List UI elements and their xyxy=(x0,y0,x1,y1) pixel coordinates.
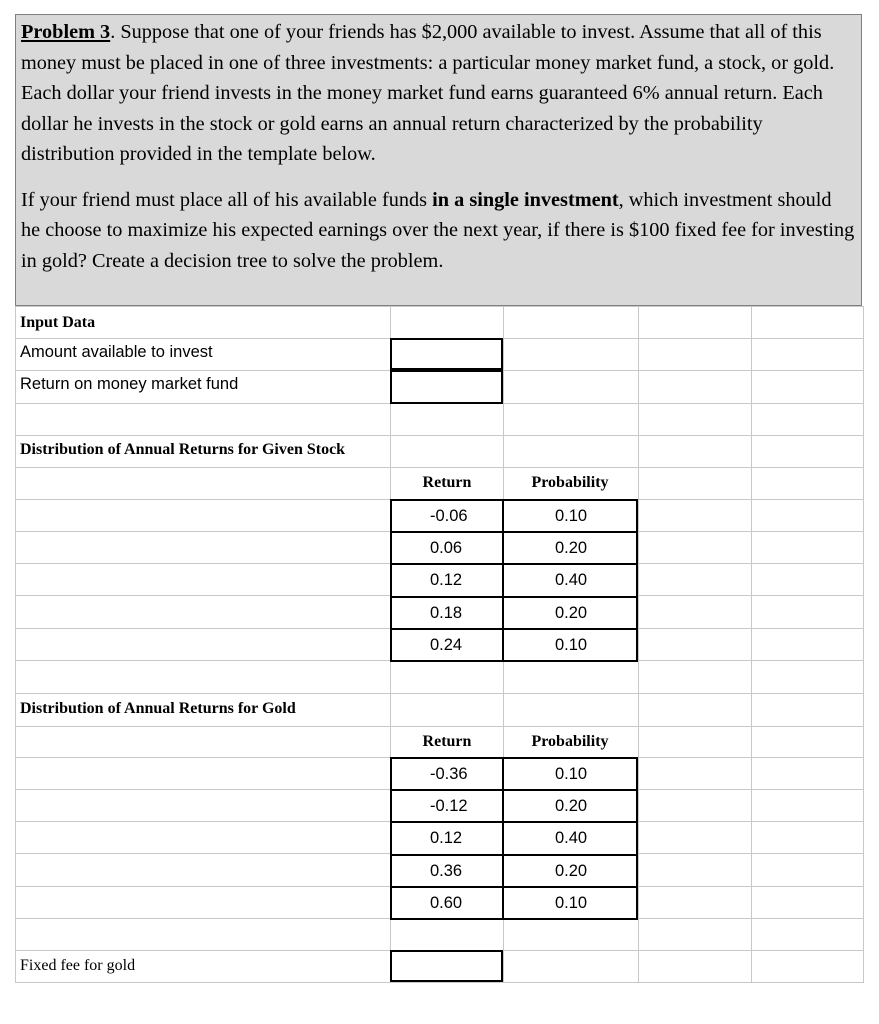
grid-column-line xyxy=(751,306,752,983)
question-bold: in a single investment xyxy=(432,188,619,211)
gold-return-cell[interactable]: 0.36 xyxy=(390,854,504,888)
gold-return-cell[interactable]: -0.36 xyxy=(390,757,504,791)
problem-statement xyxy=(15,14,862,306)
gold-return-cell[interactable]: -0.12 xyxy=(390,789,504,823)
gold-return-cell[interactable]: 0.12 xyxy=(390,821,504,856)
stock-probability-cell[interactable]: 0.20 xyxy=(502,596,638,630)
gold-probability-cell[interactable]: 0.10 xyxy=(502,757,638,791)
grid-column-line xyxy=(863,306,864,983)
grid-column-line xyxy=(638,306,639,983)
grid-column-line xyxy=(15,306,16,983)
amount-input[interactable] xyxy=(390,338,503,370)
money-market-label: Return on money market fund xyxy=(20,375,239,393)
stock-probability-header: Probability xyxy=(531,474,609,491)
problem-intro xyxy=(21,17,855,170)
stock-return-cell[interactable]: 0.18 xyxy=(390,596,504,630)
question-part-1: If your friend must place all of his available funds xyxy=(21,188,433,211)
grid-row-line xyxy=(15,306,863,307)
fee-input[interactable] xyxy=(390,950,503,982)
gold-probability-cell[interactable]: 0.10 xyxy=(502,886,638,920)
gold-probability-cell[interactable]: 0.40 xyxy=(502,821,638,856)
input-data-heading: Input Data xyxy=(20,314,96,331)
grid-row-line xyxy=(15,467,863,468)
gold-probability-cell[interactable]: 0.20 xyxy=(502,789,638,823)
gold-return-cell[interactable]: 0.60 xyxy=(390,886,504,920)
stock-return-cell[interactable]: 0.12 xyxy=(390,563,504,598)
problem-intro-text: . Suppose that one of your friends has $2,000 available to invest. Assume that all of this money must be placed in one of three investments: a particular money market fund, a stock, or gold. Each dollar your friend invests in the money market fund earns guaranteed 6% annual return. Each dollar he invests in the stock or gold earns an annual return characterized by the probability distribution provided in the template below. xyxy=(21,21,835,165)
stock-heading: Distribution of Annual Returns for Given Stock xyxy=(20,441,346,458)
stock-return-cell[interactable]: 0.24 xyxy=(390,628,504,662)
problem-title: Problem 3 xyxy=(21,21,111,43)
gold-probability-header: Probability xyxy=(531,733,609,750)
money-market-input[interactable] xyxy=(390,370,503,404)
stock-probability-cell[interactable]: 0.20 xyxy=(502,531,638,565)
gold-probability-cell[interactable]: 0.20 xyxy=(502,854,638,888)
question-part-2: , which investment should he choose to maximize his expected earnings over the next year, if there is $100 fixed fee for investing in gold? Create a decision tree to solve the problem. xyxy=(21,188,855,272)
grid-row-line xyxy=(15,693,863,694)
stock-probability-cell[interactable]: 0.10 xyxy=(502,628,638,662)
fee-label: Fixed fee for gold xyxy=(20,957,136,974)
amount-label: Amount available to invest xyxy=(20,343,213,361)
stock-return-cell[interactable]: 0.06 xyxy=(390,531,504,565)
gold-heading: Distribution of Annual Returns for Gold xyxy=(20,700,296,717)
grid-row-line xyxy=(15,435,863,436)
stock-probability-cell[interactable]: 0.40 xyxy=(502,563,638,598)
problem-question xyxy=(21,185,855,277)
grid-row-line xyxy=(15,982,863,983)
stock-probability-cell[interactable]: 0.10 xyxy=(502,499,638,533)
grid-row-line xyxy=(15,726,863,727)
stock-return-cell[interactable]: -0.06 xyxy=(390,499,504,533)
stock-return-header: Return xyxy=(422,474,472,491)
gold-return-header: Return xyxy=(422,733,472,750)
